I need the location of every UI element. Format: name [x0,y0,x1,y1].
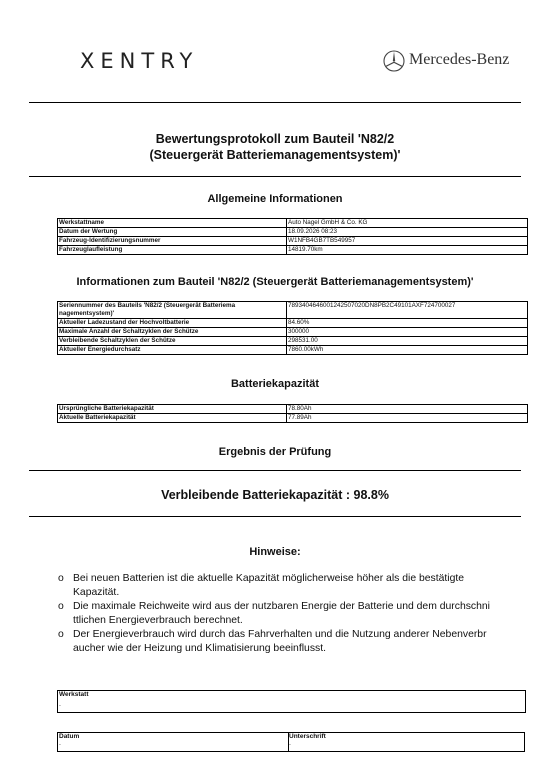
table-row [58,337,528,346]
row-value: 7893404646001242507020DN8PB2C49101AXF724700027 [287,302,528,319]
signature-label: Unterschrift [289,733,326,740]
serial-label-line-2: nagementsystem)' [59,310,115,317]
table-row [58,346,528,355]
row-label [58,302,287,319]
mercedes-star-icon [383,50,405,72]
note-item [73,572,523,600]
date-box [57,732,289,752]
mercedes-benz-brand-text: Mercedes-Benz [409,51,510,68]
row-label: Aktueller Energiedurchsatz [58,346,287,355]
row-label: Aktuelle Batteriekapazität [58,414,287,423]
table-row [58,302,528,319]
date-label: Datum [59,733,80,740]
signature-box [288,732,525,752]
row-value: 77.89Ah [287,414,528,423]
table-row [58,414,528,423]
component-info-heading: Informationen zum Bauteil 'N82/2 (Steuergerät Batteriemanagementsystem)' [76,276,474,288]
header-rule [29,102,521,103]
note-line: Kapazität. [73,587,120,598]
bullet-icon: o [58,629,64,640]
workshop-value: . [59,701,61,708]
row-label: Maximale Anzahl der Schaltzyklen der Schütze [58,328,287,337]
notes-heading: Hinweise: [249,546,301,558]
result-bottom-rule [29,516,521,517]
result-top-rule [29,470,521,471]
remaining-capacity-result: Verbleibende Batteriekapazität : 98.8% [161,488,389,502]
row-value: 18.09.2026 08:23 [287,228,528,237]
row-label: Aktueller Ladezustand der Hochvoltbatterie [58,319,287,328]
serial-label-line-1: Seriennummer des Bauteils 'N82/2 (Steuergerät Batteriema [59,302,236,309]
workshop-label: Werkstatt [59,691,89,698]
note-line: aucher wie der Heizung und Klimatisierung beeinflusst. [73,643,326,654]
row-value: 14819.70km [287,246,528,255]
xentry-logo-text: XENTRY [80,49,199,73]
table-row [58,246,528,255]
document-title-line-2: (Steuergerät Batteriemanagementsystem)' [149,148,401,162]
table-row [58,319,528,328]
row-value: 300000 [287,328,528,337]
result-heading: Ergebnis der Prüfung [218,446,332,458]
table-row [58,405,528,414]
row-value: 84.60% [287,319,528,328]
capacity-heading: Batteriekapazität [230,378,320,390]
note-item [73,600,523,628]
document-title-line-1: Bewertungsprotokoll zum Bauteil 'N82/2 [155,132,395,146]
row-label: Datum der Wertung [58,228,287,237]
note-line: Die maximale Reichweite wird aus der nutzbaren Energie der Batterie und dem durchschni [73,601,490,612]
date-value: . [59,740,61,747]
workshop-box [57,690,526,713]
table-row [58,237,528,246]
note-item [73,628,523,656]
row-label: Werkstattname [58,219,287,228]
row-label: Ursprüngliche Batteriekapazität [58,405,287,414]
row-value: 7860.00kWh [287,346,528,355]
note-line: Bei neuen Batterien ist die aktuelle Kapazität möglicherweise höher als die bestätigte [73,573,465,584]
title-rule [29,176,521,177]
note-line: ttlichen Energieverbrauch berechnet. [73,615,243,626]
table-row [58,328,528,337]
component-info-table [57,301,528,355]
row-value: W1NFB4GB7TB549957 [287,237,528,246]
signature-value: . [289,740,291,747]
row-value: 298531.00 [287,337,528,346]
general-info-table [57,218,528,255]
general-info-heading: Allgemeine Informationen [207,193,343,205]
capacity-table [57,404,528,423]
bullet-icon: o [58,573,64,584]
row-label: Verbleibende Schaltzyklen der Schütze [58,337,287,346]
table-row [58,219,528,228]
row-label: Fahrzeuglaufleistung [58,246,287,255]
table-row [58,228,528,237]
row-value: 78.80Ah [287,405,528,414]
note-line: Der Energieverbrauch wird durch das Fahrverhalten und die Nutzung anderer Nebenverbr [73,629,487,640]
bullet-icon: o [58,601,64,612]
row-value: Auto Nagel GmbH & Co. KG [287,219,528,228]
row-label: Fahrzeug-Identifizierungsnummer [58,237,287,246]
